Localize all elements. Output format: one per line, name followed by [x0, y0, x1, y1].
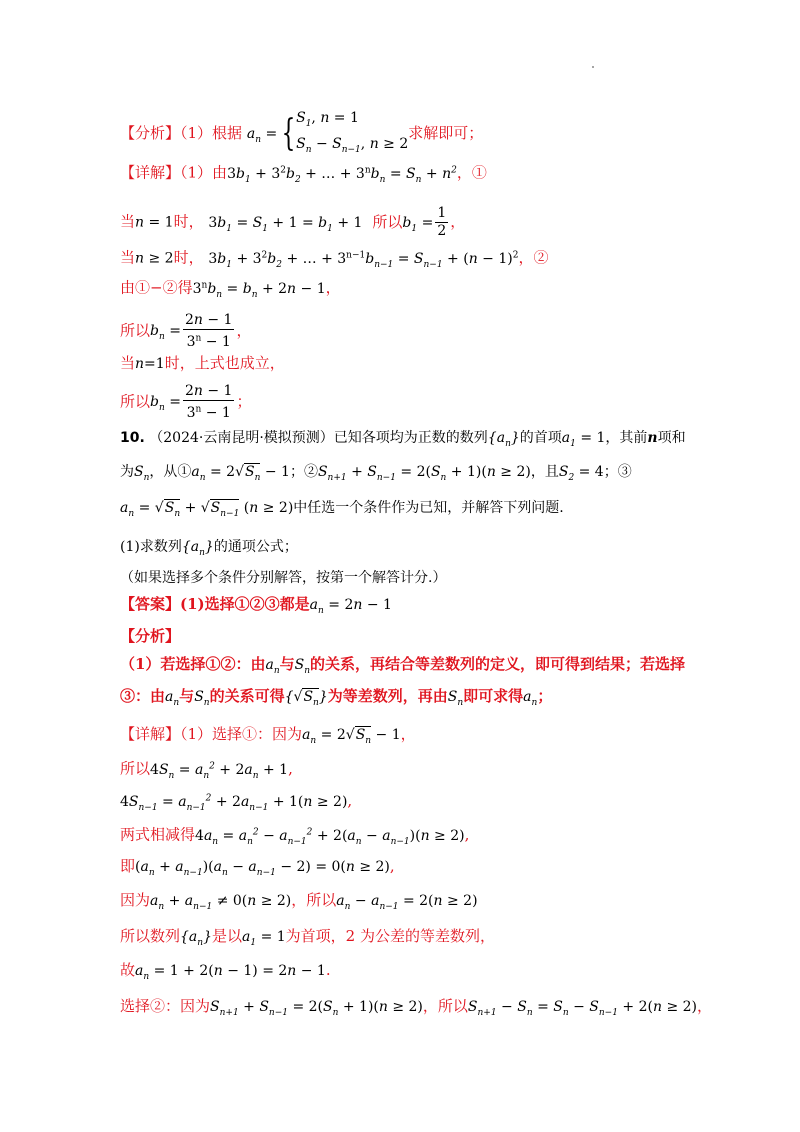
analysis-2-text-2: 与 — [279, 655, 295, 673]
text-shi-2: 时， — [173, 248, 204, 267]
detail-2-tag: 【详解】 — [120, 725, 181, 743]
step-3-line: 两式相减得$4a_n = a_n^2 - a_{n-1}^2 + 2(a_n - a_{n-1})(n \ge 2)$, — [120, 825, 470, 847]
analysis-2-text-6: 的关系可得 — [209, 687, 285, 705]
part-1-line — [120, 537, 298, 563]
detail-line-3 — [120, 245, 548, 274]
step-4-text: 即 — [120, 857, 136, 875]
analysis-text: （1）根据 — [180, 123, 243, 142]
q-text-1: 的首项 — [519, 430, 562, 446]
detail-line-5 — [120, 312, 251, 351]
formula-sn-c: $S_n$ — [447, 689, 464, 708]
analysis-2-text-7: 为等差数列，再由 — [327, 687, 448, 705]
comma: ， — [450, 212, 466, 231]
note-line: （如果选择多个条件分别解答，按第一个解答计分.） — [120, 570, 447, 586]
q-text-5: ，从① — [149, 464, 192, 480]
formula-n: n — [647, 430, 658, 446]
q-text-4: 为 — [120, 464, 134, 480]
formula-a1: $a_1 = 1$ — [561, 430, 606, 449]
formula-a1-b: $a_1 = 1$ — [242, 929, 286, 948]
formula-diff: $a_n - a_{n-1} = 2(n \ge 2)$ — [336, 893, 478, 912]
step-5-text-a: 因为 — [120, 891, 151, 909]
semicolon: ； — [236, 392, 252, 411]
detail-2-line-1 — [120, 724, 416, 751]
step-6-text-a: 所以数列 — [120, 927, 181, 945]
q-text-2: ，其前 — [605, 430, 648, 446]
detail-tag: 【详解】 — [120, 163, 181, 182]
mark-2: ，② — [518, 248, 549, 267]
formula-n-ge-2: n ≥ 2 — [135, 250, 174, 267]
formula-factor: $(a_n + a_{n-1})(a_n - a_{n-1} - 2) = 0(n \ge 2)$ — [135, 859, 390, 878]
formula-s-diff: $S_{n+1} - S_n = S_n - S_{n-1} + 2(n \ge 2)$ — [467, 999, 698, 1018]
q-text-3: 项和 — [657, 430, 686, 446]
formula-seq-an-3: $\{a_n\}$ — [180, 929, 212, 948]
step-6-line — [120, 926, 495, 953]
formula-3b1: $3b_1 = S_1 + 1 = b_1 + 1$ — [208, 214, 363, 234]
step-1-text: 所以 — [120, 759, 151, 778]
comma-3: ， — [236, 321, 252, 340]
formula-bn-2: $b_n$ = — [150, 394, 181, 414]
answer-line — [120, 594, 392, 621]
text-get: ②得 — [162, 278, 193, 297]
formula-an: $a_n$ = — [246, 125, 278, 145]
q-text-8: ；③ — [603, 464, 632, 480]
formula-seq-an-2: $\{a_n\}$ — [181, 539, 214, 558]
analysis-2-line-1 — [120, 654, 685, 681]
question-10-line-2 — [120, 462, 632, 488]
formula-cond1: $a_n = 2√S_n - 1$ — [191, 464, 290, 483]
analysis-2-text-9: ； — [537, 687, 553, 705]
formula-sn-a: $S_n$ — [294, 657, 311, 676]
formula-cond2: $S_{n+1} + S_{n-1} = 2(S_n + 1)(n \ge 2)$ — [317, 464, 531, 483]
page-dot — [592, 66, 594, 68]
step-5-text-b: ，所以 — [291, 891, 337, 909]
step-7-line: 故$a_n = 1 + 2(n - 1) = 2n - 1$. — [120, 961, 331, 982]
formula-sn-b: $S_n$ — [194, 689, 210, 708]
q-text-6: ；② — [289, 464, 318, 480]
step-8-text-b: ，所以 — [422, 997, 468, 1015]
fraction-bn-2: $\frac{2n - 1}{3^n - 1}$ — [184, 383, 233, 421]
step-8-text-a: 选择②：因为 — [120, 997, 211, 1015]
part-1-label: (1)求数列 — [120, 539, 182, 555]
formula-subtract: $4a_n = a_n^2 - a_{n-1}^2 + 2(a_n - a_{n-1})(n \ge 2)$ — [195, 827, 465, 847]
formula-b1: $b_1$ = — [402, 214, 434, 234]
formula-an-a: $a_n$ — [265, 657, 280, 676]
comma-2: ， — [325, 278, 341, 297]
answer-tag: 【答案】 — [120, 595, 181, 613]
formula-sn: $S_n$ — [134, 464, 150, 483]
text-so-3: 所以 — [120, 392, 151, 411]
formula-cond1-b: $a_n = 2√S_n - 1$ — [302, 727, 401, 746]
text-when-2: 当 — [120, 248, 136, 267]
analysis-tag: 【分析】 — [120, 123, 181, 142]
part-1-label-end: 的通项公式； — [213, 539, 298, 555]
analysis-2-text-8: 即可求得 — [463, 687, 524, 705]
comma-5: ， — [697, 997, 713, 1015]
question-10-line-3 — [120, 498, 564, 524]
analysis-2-text-5: 与 — [179, 687, 195, 705]
text-holds: 时，上式也成立， — [164, 354, 285, 372]
formula-n1: n=1 — [135, 356, 165, 372]
detail-2-text: （1）选择①：因为 — [180, 725, 303, 743]
detail-line-4: 由①−②得$3^nb_n = b_n + 2n - 1$， — [120, 278, 341, 300]
analysis-2-line-2 — [120, 686, 552, 713]
formula-an-c: $a_n$ — [523, 689, 538, 708]
step-6-text-c: 为首项，2 为公差的等差数列， — [285, 927, 495, 945]
step-8-line — [120, 996, 712, 1023]
text-when-3: 当 — [120, 354, 136, 372]
question-10-line-1 — [120, 428, 686, 454]
formula-answer: $a_n = 2n - 1$ — [309, 597, 392, 616]
step-4-line: 即$(a_n + a_{n-1})(a_n - a_{n-1} - 2) = 0(n \ge 2)$, — [120, 857, 395, 878]
formula-bn: $b_n$ = — [150, 323, 181, 343]
analysis-2-text-4: ③：由 — [120, 687, 166, 705]
formula-4sn-1: $4S_{n-1} = a_{n-1}^2 + 2a_{n-1} + 1(n \ge 2)$ — [120, 793, 348, 813]
detail-line-6 — [120, 353, 285, 374]
formula-cases: $S_1$, n = 1 $S_n - S_{n-1}$, n ≥ 2 — [296, 110, 409, 155]
formula-sqrt-sn: $\{√S_n\}$ — [284, 689, 328, 708]
step-6-text-b: 是以 — [212, 927, 243, 945]
q-text-7: ，且 — [530, 464, 559, 480]
step-7-text: 故 — [120, 961, 136, 979]
analysis-2-tag: 【分析】 — [120, 627, 181, 645]
formula-s2: $S_2 = 4$ — [558, 464, 604, 483]
formula-cond2-b: $S_{n+1} + S_{n-1} = 2(S_n + 1)(n \ge 2)$ — [210, 999, 423, 1018]
detail-line-1 — [120, 160, 487, 189]
question-number: 10. — [120, 430, 145, 446]
analysis-2-tag-line — [120, 626, 180, 646]
mark-1: ，① — [456, 163, 487, 182]
formula-4sn: $4S_n = a_n^2 + 2a_n + 1$ — [150, 761, 289, 781]
formula-cond3: $a_n = √S_n + √S_{n-1}$ (n ≥ 2) — [120, 500, 294, 519]
formula-eq1: $3b_1 + 3^2b_2$ + … + $3^nb_n = S_n + n^2$ — [227, 165, 457, 185]
text-so: 所以 — [372, 212, 403, 231]
answer-text: (1)选择①②③都是 — [180, 595, 310, 613]
question-source: （2024·云南昆明·模拟预测）已知各项均为正数的数列 — [149, 430, 488, 446]
formula-3n-bn: $3^nb_n = b_n + 2n - 1$ — [192, 280, 326, 300]
detail-line-2 — [120, 205, 465, 240]
step-1-line: 所以$4S_n = a_n^2 + 2a_n + 1$, — [120, 759, 293, 781]
step-2-line: $4S_{n-1} = a_{n-1}^2 + 2a_{n-1} + 1(n \ge 2)$, — [120, 791, 353, 813]
fraction-half: $\frac{1}{2}$ — [437, 205, 447, 239]
detail-line-7 — [120, 383, 251, 422]
fraction-bn: $\frac{2n - 1}{3^n - 1}$ — [184, 312, 233, 350]
step-3-text: 两式相减得 — [120, 825, 196, 844]
analysis-line-1 — [120, 108, 483, 160]
formula-an-b: $a_n$ — [165, 689, 180, 708]
step-5-line — [120, 890, 478, 917]
q-text-9: 中任选一个条件作为已知，并解答下列问题. — [293, 500, 564, 516]
text-when: 当 — [120, 212, 136, 231]
analysis-2-text-3: 的关系，再结合等差数列的定义，即可得到结果；若选择 — [310, 655, 686, 673]
comma-4: ， — [400, 725, 416, 743]
text-from: 由① — [120, 278, 151, 297]
brace-symbol: { — [281, 112, 296, 154]
formula-n-eq-1: n = 1 — [135, 214, 174, 231]
text-so-2: 所以 — [120, 321, 151, 340]
formula-nonzero: $a_n + a_{n-1} \ne 0(n \ge 2)$ — [150, 893, 292, 912]
formula-seq-an: $\{a_n\}$ — [487, 430, 520, 449]
formula-eq2: $3b_1 + 3^2b_2$ + … + $3^{n-1}b_{n-1} = S_{n-1} + (n - 1)^2$ — [208, 250, 519, 270]
detail-text: （1）由 — [180, 163, 228, 182]
text-shi: 时， — [173, 212, 204, 231]
analysis-text-end: 求解即可； — [408, 123, 484, 142]
formula-result: $a_n = 1 + 2(n - 1) = 2n - 1$ — [135, 963, 326, 982]
analysis-2-text-1: （1）若选择①②：由 — [120, 655, 266, 673]
